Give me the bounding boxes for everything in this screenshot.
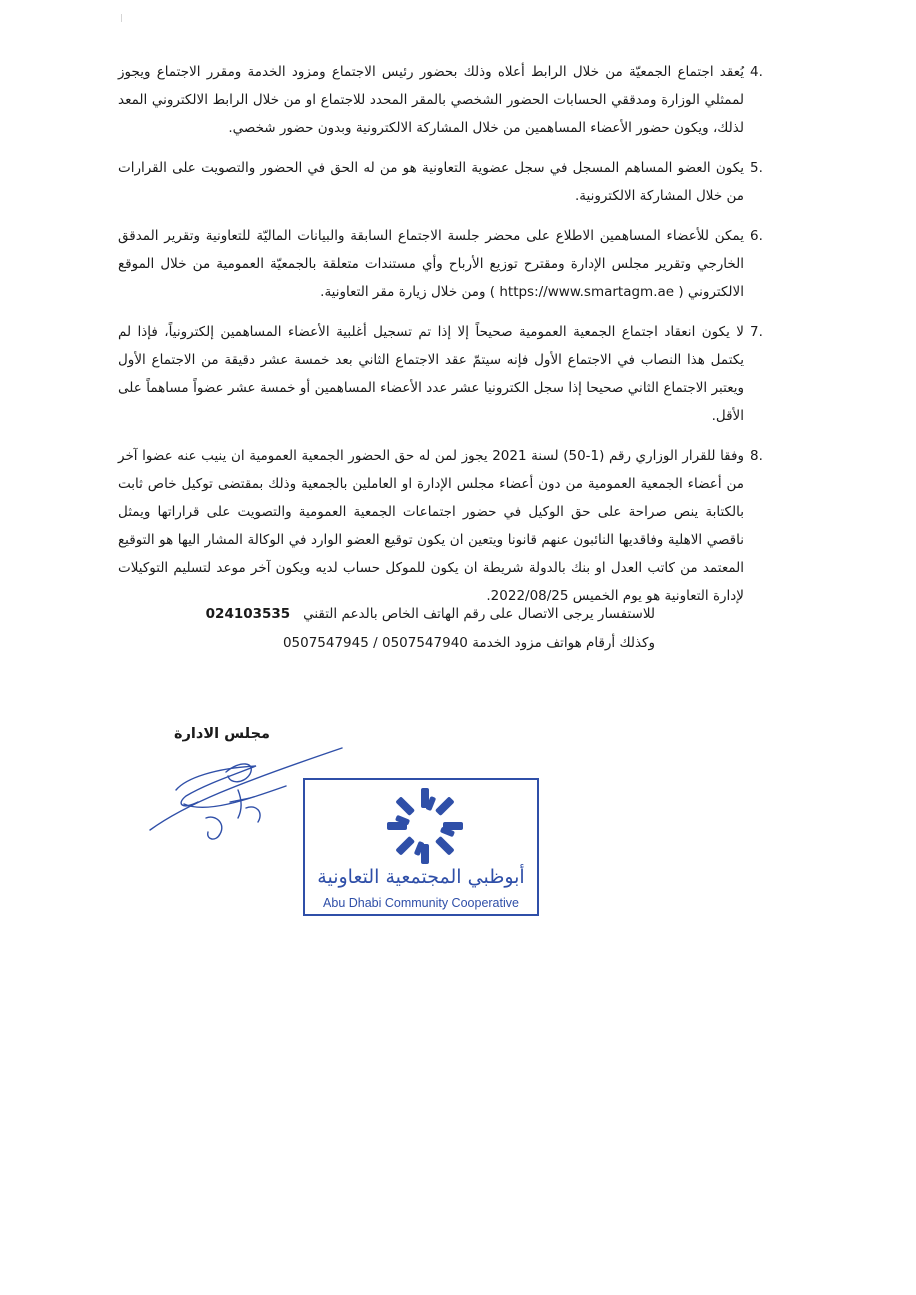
list-item: [118, 58, 778, 142]
list-item: [118, 442, 778, 610]
list-item: [118, 318, 778, 430]
signoff-title: مجلس الادارة: [174, 726, 270, 742]
scan-mark: [121, 14, 122, 22]
provider-phones: 0507547940 / 0507547945: [282, 635, 468, 651]
list-item: [118, 222, 778, 306]
item-number: 5.: [750, 160, 763, 176]
item-text: وفقا للقرار الوزاري رقم (1-50) لسنة 2021 يجوز لمن له حق الحضور الجمعية العمومية ان ينيب عنه عضوا آخر من أعضاء الجمعية العمومية من دون أعضاء مجلس الإدارة او العاملين بالجمعية وذلك بمقتضى توكيل خاص ثابت بالكتابة ينص صراحة على حق الوكيل في حضور اجتماعات الجمعية العمومية والتصويت على قراراتها ويمثل ناقصي الاهلية وفاقديها النائبون عنهم قانونا ويتعين ان يكون توقيع العضو الوارد في الوكالة المشار اليها هو التوقيع المعتمد من كاتب العدل او بنك بالدولة شريطة ان يكون للموكل حساب لديه ويكون آخر موعد لتسليم التوكيلات لإدارة التعاونية هو يوم الخميس 2022/08/25.: [118, 448, 744, 604]
stamp-name-english: Abu Dhabi Community Cooperative: [323, 896, 519, 910]
list-item: [118, 154, 778, 210]
cooperative-logo-icon: [383, 786, 467, 866]
item-text: لا يكون انعقاد اجتماع الجمعية العمومية صحيحاً إلا إذا تم تسجيل أغلبية الأعضاء المساهمين إلكترونياً، فإذا لم يكتمل هذا النصاب في الاجتماع الأول فإنه سيتمّ عقد الاجتماع الثاني بعد خمسة عشر دقيقة من الاجتماع الأول ويعتبر الاجتماع الثاني صحيحا إذا سجل الكترونيا عشر عدد الأعضاء المساهمين أو خمسة عشر عضواً مساهماً على الأقل.: [118, 324, 744, 424]
support-text: للاستفسار يرجى الاتصال على رقم الهاتف الخاص بالدعم التقني: [303, 606, 655, 622]
contact-line-support: [150, 600, 655, 629]
item-text: يُعقد اجتماع الجمعيّة من خلال الرابط أعلاه وذلك بحضور رئيس الاجتماع ومزود الخدمة ومقرر الاجتماع ويجوز لممثلي الوزارة ومدققي الحسابات الحضور الشخصي بالمقر المحدد للاجتماع او من خلال الرابط الالكتروني المعد لذلك، ويكون حضور الأعضاء المساهمين من خلال المشاركة الالكترونية وبدون حضور شخصي.: [118, 64, 744, 136]
item-number: 7.: [750, 324, 763, 340]
contact-info: [150, 600, 655, 658]
item-text: يمكن للأعضاء المساهمين الاطلاع على محضر جلسة الاجتماع السابقة والبيانات الماليّة للتعاونية وتقرير المدقق الخارجي وتقرير مجلس الإدارة ومقترح توزيع الأرباح وأي مستندات متعلقة بالجمعيّة العمومية من خلال الموقع الالكتروني ( https://www.smartagm.ae ) ومن خلال زيارة مقر التعاونية.: [118, 228, 744, 300]
item-number: 8.: [750, 448, 763, 464]
notice-list: [118, 58, 778, 622]
item-number: 4.: [750, 64, 763, 80]
contact-line-provider: [150, 629, 655, 658]
stamp-name-arabic: أبوظبي المجتمعية التعاونية: [317, 866, 525, 888]
support-phone: 024103535: [205, 606, 291, 622]
provider-text: وكذلك أرقام هواتف مزود الخدمة: [472, 635, 655, 651]
cooperative-stamp: [303, 778, 539, 916]
item-number: 6.: [750, 228, 763, 244]
item-text: يكون العضو المساهم المسجل في سجل عضوية التعاونية هو من له الحق في الحضور والتصويت على القرارات من خلال المشاركة الالكترونية.: [118, 160, 744, 204]
